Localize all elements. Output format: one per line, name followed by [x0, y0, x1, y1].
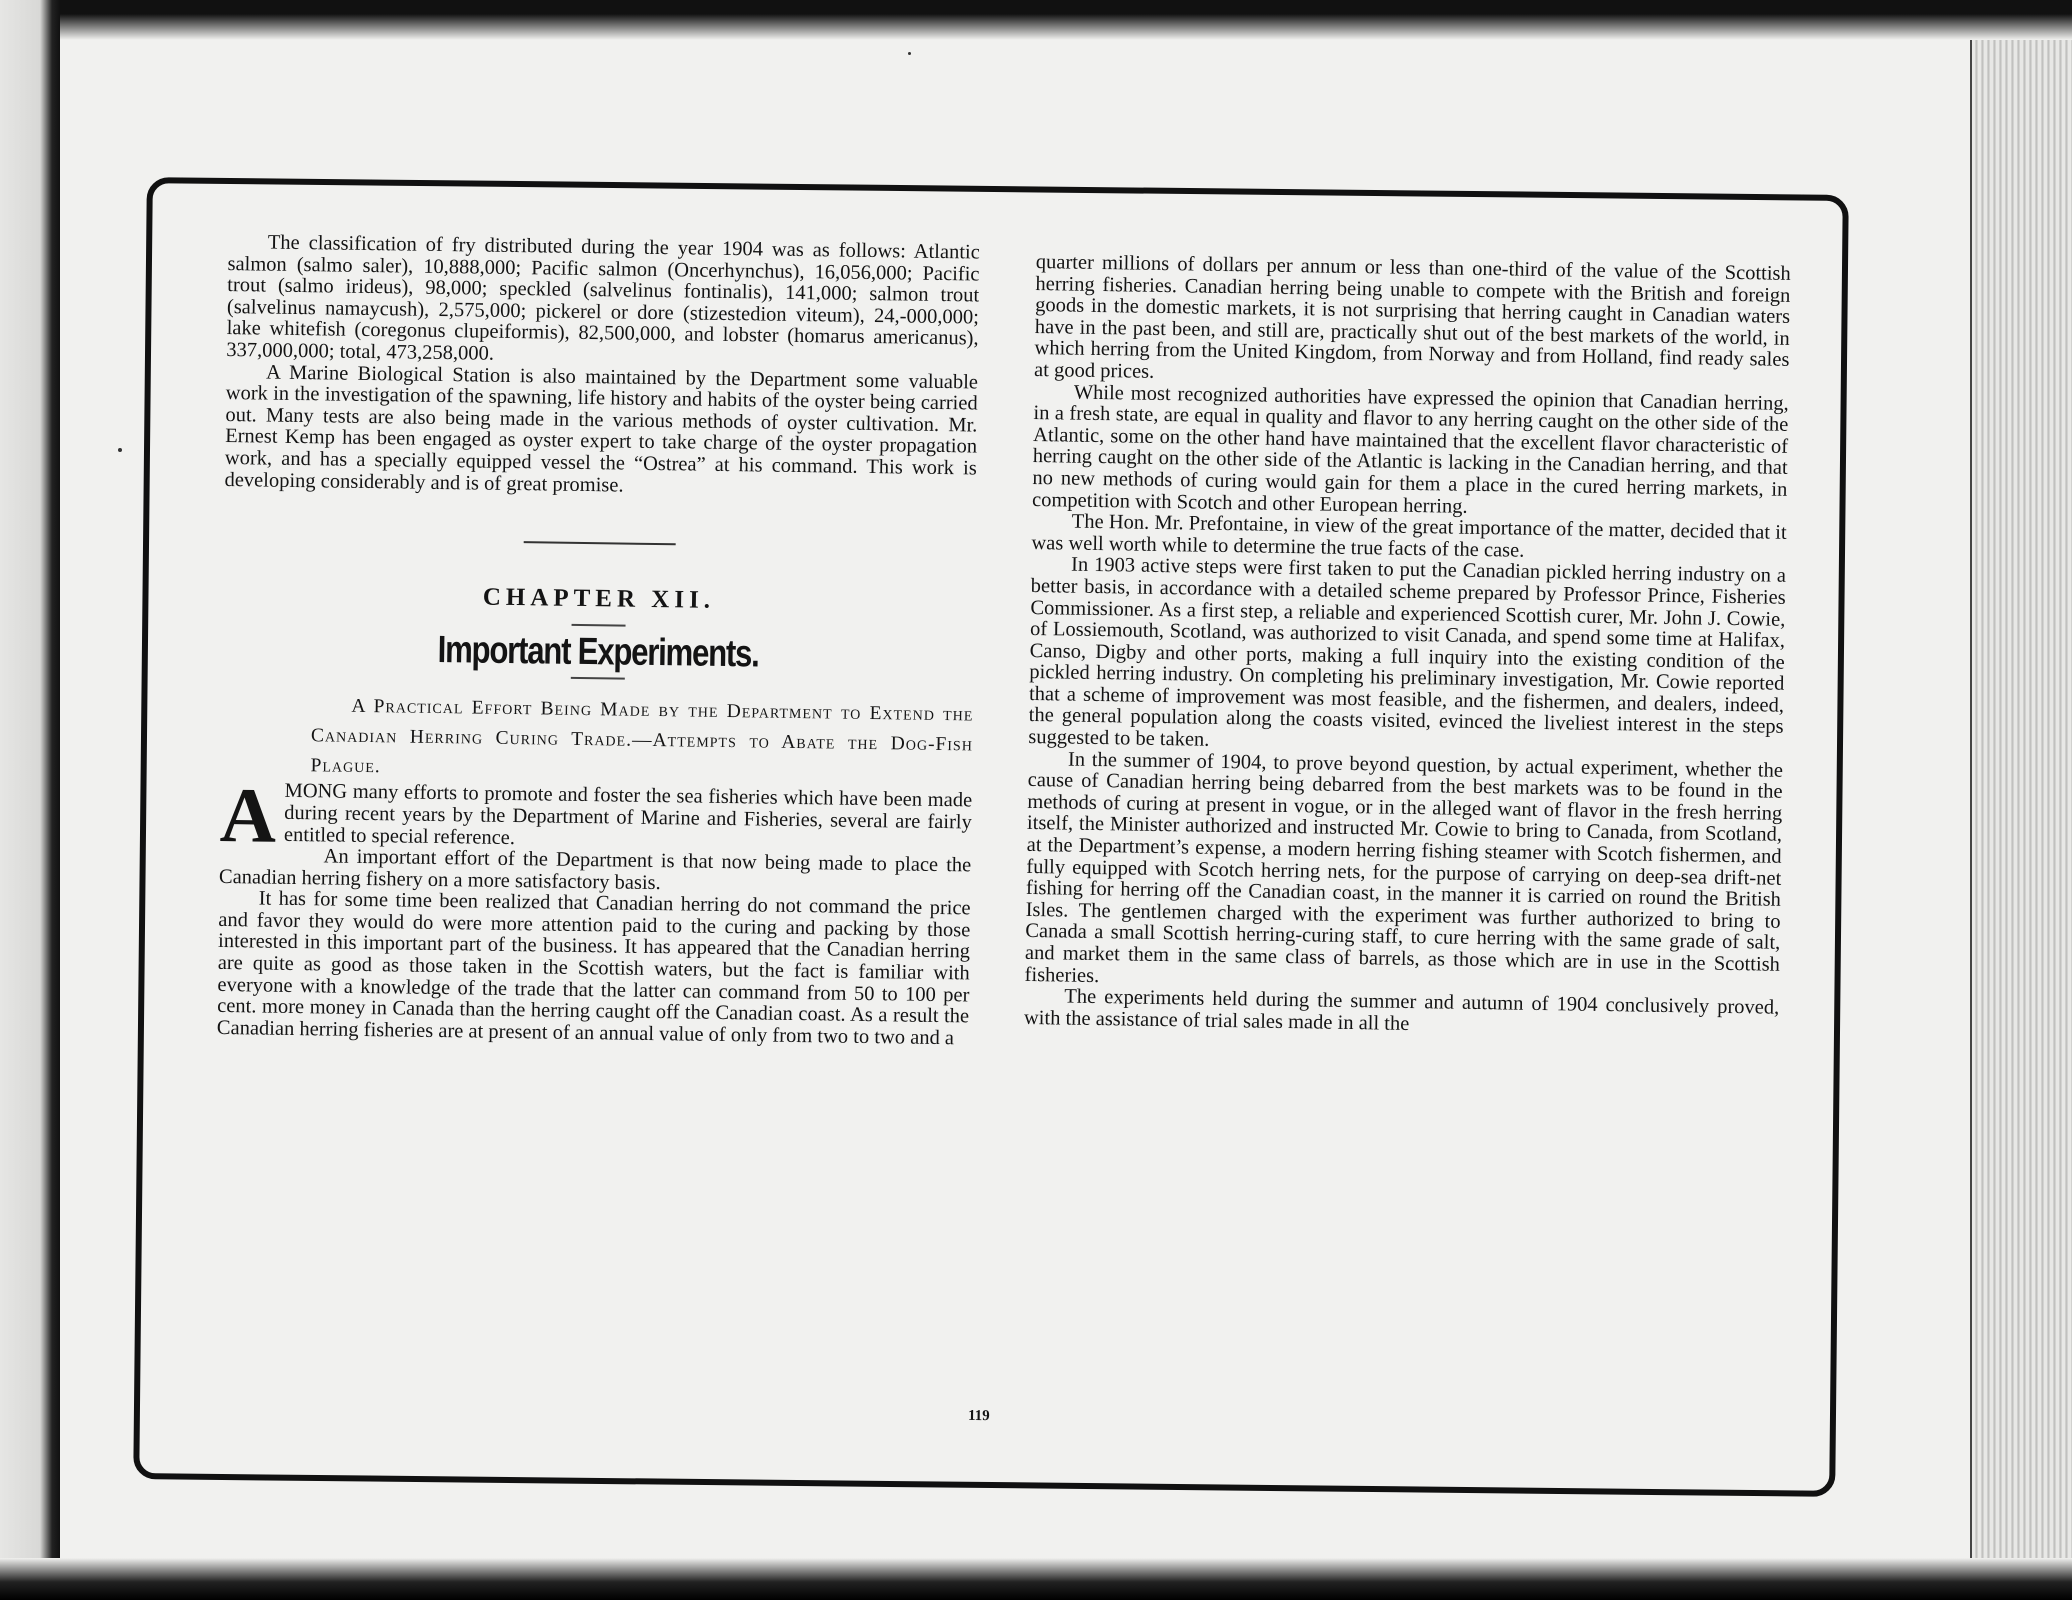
left-paragraph-4: An important effort of the Department is that now being made to place the Canadian herring fishery on a more satisfactory basis.: [218, 845, 972, 894]
chapter-subheading: A Practical Effort Being Made by the Department to Extend the Canadian Herring Curing Trade.—Attempts to Abate the Dog-Fish Plague.: [310, 696, 974, 778]
right-paragraph-3: The Hon. Mr. Prefontaine, in view of the great importance of the matter, decided that it was well worth while to determine the true facts of the case.: [1031, 510, 1787, 562]
scan-speck: [118, 448, 122, 452]
left-paragraph-2: A Marine Biological Station is also maintained by the Department some valuable work in the investigation of the spawning, life history and habits of the oyster being carried out. Many tests are also being made in the various methods of oyster cultivation. Mr. Ernest Kemp has been engaged as oyster expert to take charge of the oyster propagation work, and has a specially equipped vessel the “Ostrea” at his command. This work is developing considerably and is of great promise.: [224, 361, 979, 497]
scan-bottom-shadow: [0, 1558, 2072, 1600]
chapter-rule-top: [572, 624, 626, 627]
drop-cap: A: [219, 771, 277, 860]
scan-top-shadow: [60, 0, 2072, 40]
chapter-title: Important Experiments.: [437, 628, 759, 676]
right-paragraph-4: In 1903 active steps were first taken to put the Canadian pickled herring industry on a better basis, in accordance with a detailed scheme prepared by Professor Prince, Fisheries Commissioner. As a first step, a reliable and experienced Scottish curer, Mr. John J. Cowie, of Lossiemouth, Scotland, was authorized to visit Canada, and spend some time at Halifax, Canso, Digby and other ports, making a full inquiry into the existing condition of the pickled herring industry. On completing his preliminary investigation, Mr. Cowie reported that a scheme of improvement was most feasible, and the fishermen, and dealers, indeed, the general population along the coasts visited, evinced the liveliest interest in the steps suggested to be taken.: [1028, 553, 1787, 751]
page-number: 119: [967, 1407, 990, 1425]
left-column: [217, 232, 980, 1050]
left-paragraph-5: It has for some time been realized that Canadian herring do not command the price and favor they would do were more attention paid to the curing and packing by those interested in this important part of the business. It has appeared that the Canadian herring are quite as good as those taken in the Scottish waters, but the fact is familiar with everyone with a knowledge of the trade that the latter can command from 50 to 100 per cent. more money in Canada than the herring caught off the Canadian coast. As a result the Canadian herring fisheries are at present of an annual value of only from two to two and a: [216, 887, 971, 1050]
chapter-heading: CHAPTER XII.: [482, 583, 716, 614]
right-column: [1024, 252, 1791, 1041]
book-gutter: [0, 0, 60, 1600]
left-paragraph-3-text: MONG many efforts to promote and foster the sea fisheries which have been made during recent years by the Department of Marine and Fisheries, several are fairly entitled to special reference.: [283, 780, 973, 849]
right-paragraph-1: quarter millions of dollars per annum or less than one-third of the value of the Scottish herring fisheries. Canadian herring being unable to compete with the British and foreign goods in the domestic markets, it is not surprising that herring caught in Canadian waters have in the past been, and still are, practically shut out of the best markets of the world, in which herring from the United Kingdom, from Norway and from Holland, find ready sales at good prices.: [1033, 251, 1791, 383]
left-paragraph-3: [219, 771, 973, 860]
scan-speck: [908, 52, 911, 55]
right-paragraph-6: The experiments held during the summer and autumn of 1904 conclusively proved, with the assistance of trial sales made in all the: [1023, 985, 1780, 1035]
page-edges: [1970, 40, 2072, 1560]
chapter-rule-bottom: [571, 677, 625, 680]
right-paragraph-2: While most recognized authorities have expressed the opinion that Canadian herring, in a fresh state, are equal in quality and flavor to any herring caught on the other side of the Atlantic, some on the other hand have maintained that the excellent flavor characteristic of herring caught on the other side of the Atlantic is lacking in the Canadian herring, and that no new methods of curing would gain for them a place in the cured herring markets, in competition with Scotch and other European herring.: [1031, 381, 1789, 518]
left-paragraph-1: The classification of fry distributed during the year 1904 was as follows: Atlantic salmon (salmo saler), 10,888,000; Pacific salmon (Oncerhynchus), 16,056,000; Pacific trout (salmo irideus), 98,000; speckled (salvelinus fontinalis), 141,000; salmon trout (salvelinus namaycush), 2,575,000; pickerel or dore (stizestedion viteum), 24,-000,000; lake whitefish (coregonus clupeiformis), 82,500,000, and lobster (homarus americanus), 337,000,000; total, 473,258,000.: [226, 231, 980, 365]
right-paragraph-5: In the summer of 1904, to prove beyond question, by actual experiment, whether the cause of Canadian herring being debarred from the best markets was to be found in the methods of curing at present in vogue, or in the alleged want of flavor in the fresh herring itself, the Minister authorized and instructed Mr. Cowie to bring to Canada, from Scotland, at the Department’s expense, a modern herring fishing steamer with Scotch fishermen, and fully equipped with Scotch herring nets, for the purpose of carrying on deep-sea drift-net fishing for herring off the Canadian coast, in the manner it is carried on round the British Isles. The gentlemen charged with the experiment was further authorized to bring to Canada a small Scottish herring-curing staff, to cure herring with the same grade of salt, and market them in the same class of barrels, as those which are in use in the Scottish fisheries.: [1024, 748, 1784, 987]
section-divider: [524, 541, 676, 545]
